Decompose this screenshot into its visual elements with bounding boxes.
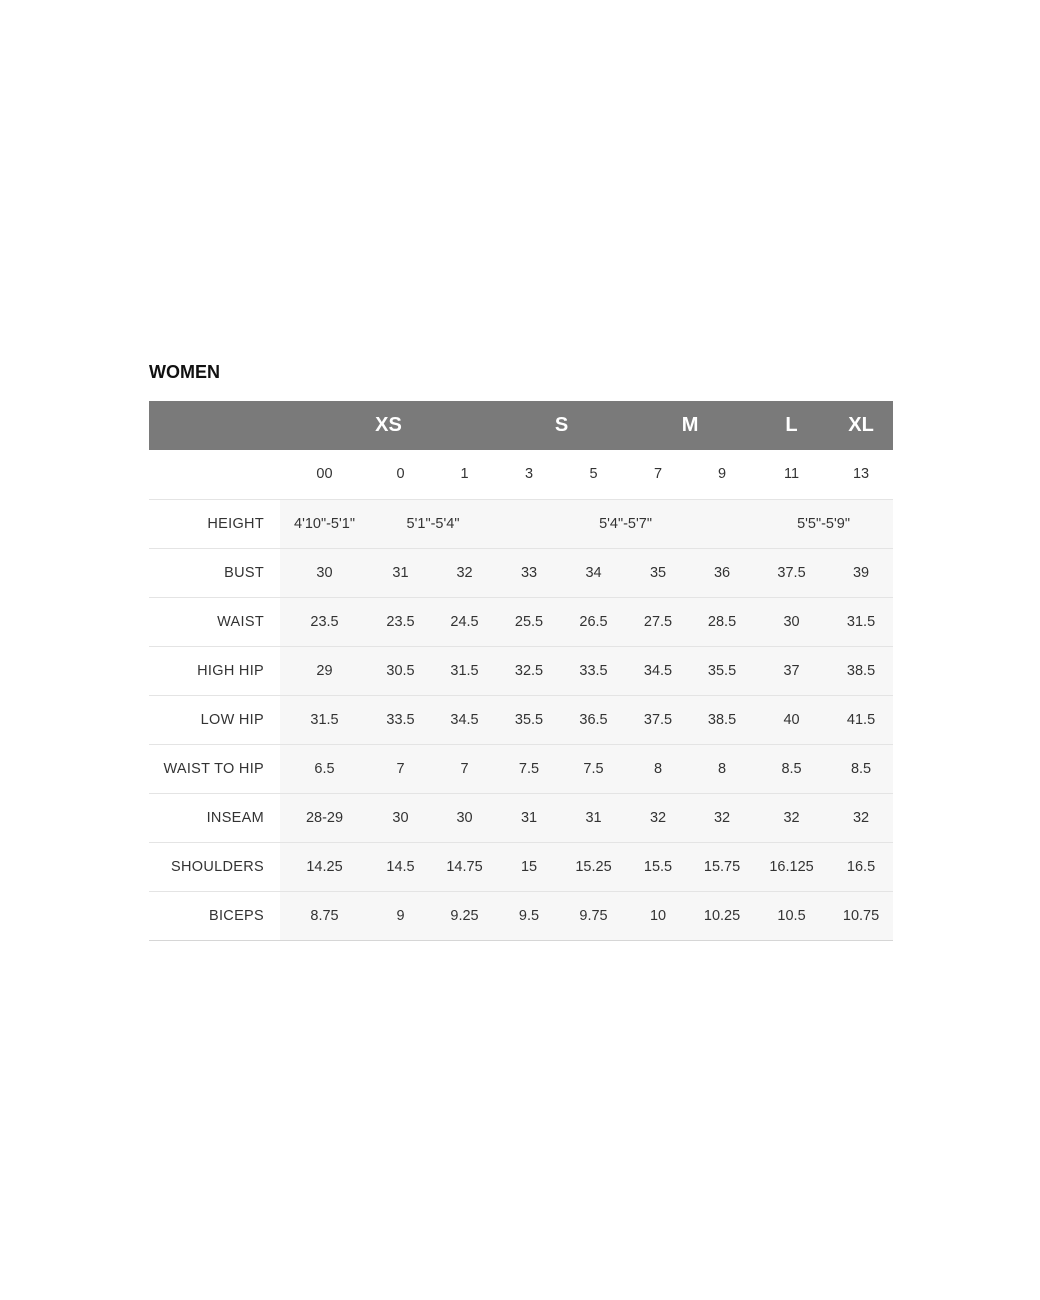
- measurement-cell: 6.5: [280, 744, 369, 793]
- measurement-cell: 30: [369, 793, 432, 842]
- measurement-cell: 31: [369, 548, 432, 597]
- size-number-cell: 0: [369, 450, 432, 499]
- measurement-cell: 16.125: [754, 842, 829, 891]
- measurement-cell: 35.5: [690, 646, 754, 695]
- measurement-cell: 7: [369, 744, 432, 793]
- measurement-cell: 36: [690, 548, 754, 597]
- size-number-cell: 00: [280, 450, 369, 499]
- measurement-cell: 24.5: [432, 597, 497, 646]
- measurement-cell: 23.5: [280, 597, 369, 646]
- size-number-cell: 13: [829, 450, 893, 499]
- measurement-cell: 38.5: [690, 695, 754, 744]
- size-group-header-row: [149, 401, 893, 450]
- measurement-cell: 33.5: [561, 646, 626, 695]
- row-label: INSEAM: [149, 793, 280, 842]
- section-title: WOMEN: [149, 362, 220, 382]
- measurement-cell: 8.5: [754, 744, 829, 793]
- size-group-l: L: [785, 414, 798, 436]
- measurement-cell: 30: [432, 793, 497, 842]
- measurement-cell: 40: [754, 695, 829, 744]
- table-row-biceps: [149, 891, 893, 940]
- measurement-cell: 31.5: [432, 646, 497, 695]
- size-number-row: [149, 450, 893, 499]
- measurement-cell: 38.5: [829, 646, 893, 695]
- measurement-cell: 32.5: [497, 646, 561, 695]
- measurement-cell: 7.5: [497, 744, 561, 793]
- measurement-cell: 35.5: [497, 695, 561, 744]
- measurement-cell: 26.5: [561, 597, 626, 646]
- measurement-cell: 8: [626, 744, 690, 793]
- measurement-cell: 9.75: [561, 891, 626, 940]
- measurement-cell: 33: [497, 548, 561, 597]
- table-row-waist-to-hip: [149, 744, 893, 793]
- measurement-cell: 35: [626, 548, 690, 597]
- measurement-cell: 30: [754, 597, 829, 646]
- row-label: HEIGHT: [149, 499, 280, 548]
- size-group-xl: XL: [848, 414, 874, 436]
- measurement-cell: 32: [754, 793, 829, 842]
- measurement-cell: 10: [626, 891, 690, 940]
- measurement-cell: 29: [280, 646, 369, 695]
- row-label: WAIST TO HIP: [149, 744, 280, 793]
- table-row-bust: [149, 548, 893, 597]
- table-row-height: [149, 499, 893, 548]
- measurement-cell: 32: [626, 793, 690, 842]
- measurement-cell: 15.5: [626, 842, 690, 891]
- measurement-cell: 31.5: [829, 597, 893, 646]
- row-label: LOW HIP: [149, 695, 280, 744]
- height-range-cell: 5'4"-5'7": [497, 499, 754, 548]
- measurement-cell: 7.5: [561, 744, 626, 793]
- row-label-empty: [149, 450, 280, 499]
- measurement-cell: 16.5: [829, 842, 893, 891]
- measurement-cell: 10.75: [829, 891, 893, 940]
- table-row-shoulders: [149, 842, 893, 891]
- measurement-cell: 8.75: [280, 891, 369, 940]
- row-label: BUST: [149, 548, 280, 597]
- size-number-cell: 9: [690, 450, 754, 499]
- measurement-cell: 32: [690, 793, 754, 842]
- table-row-waist: [149, 597, 893, 646]
- measurement-cell: 14.5: [369, 842, 432, 891]
- measurement-cell: 10.5: [754, 891, 829, 940]
- row-label: WAIST: [149, 597, 280, 646]
- row-label: BICEPS: [149, 891, 280, 940]
- measurement-cell: 9.25: [432, 891, 497, 940]
- size-number-cell: 5: [561, 450, 626, 499]
- size-number-cell: 11: [754, 450, 829, 499]
- measurement-cell: 34: [561, 548, 626, 597]
- measurement-cell: 15.75: [690, 842, 754, 891]
- size-group-xs: XS: [375, 414, 402, 436]
- measurement-cell: 33.5: [369, 695, 432, 744]
- measurement-cell: 23.5: [369, 597, 432, 646]
- measurement-cell: 34.5: [432, 695, 497, 744]
- size-number-cell: 3: [497, 450, 561, 499]
- measurement-cell: 15.25: [561, 842, 626, 891]
- measurement-cell: 36.5: [561, 695, 626, 744]
- measurement-cell: 15: [497, 842, 561, 891]
- table-row-high-hip: [149, 646, 893, 695]
- measurement-cell: 41.5: [829, 695, 893, 744]
- measurement-cell: 9: [369, 891, 432, 940]
- measurement-cell: 39: [829, 548, 893, 597]
- measurement-cell: 32: [829, 793, 893, 842]
- measurement-cell: 37: [754, 646, 829, 695]
- height-range-cell: 5'5"-5'9": [754, 499, 893, 548]
- measurement-cell: 30.5: [369, 646, 432, 695]
- measurement-cell: 8.5: [829, 744, 893, 793]
- height-range-cell: 5'1"-5'4": [369, 499, 497, 548]
- measurement-cell: 37.5: [626, 695, 690, 744]
- measurement-cell: 31: [497, 793, 561, 842]
- measurement-cell: 31: [561, 793, 626, 842]
- measurement-cell: 28-29: [280, 793, 369, 842]
- size-number-cell: 1: [432, 450, 497, 499]
- size-group-s: S: [554, 414, 569, 436]
- height-range-cell: 4'10"-5'1": [280, 499, 369, 548]
- measurement-cell: 14.25: [280, 842, 369, 891]
- measurement-cell: 28.5: [690, 597, 754, 646]
- measurement-cell: 25.5: [497, 597, 561, 646]
- size-chart-table: [149, 401, 893, 941]
- measurement-cell: 8: [690, 744, 754, 793]
- measurement-cell: 37.5: [754, 548, 829, 597]
- measurement-cell: 14.75: [432, 842, 497, 891]
- size-number-cell: 7: [626, 450, 690, 499]
- measurement-cell: 27.5: [626, 597, 690, 646]
- measurement-cell: 30: [280, 548, 369, 597]
- size-group-m: M: [681, 414, 699, 436]
- header-corner-cell: [149, 401, 280, 450]
- measurement-cell: 9.5: [497, 891, 561, 940]
- measurement-cell: 32: [432, 548, 497, 597]
- row-label: HIGH HIP: [149, 646, 280, 695]
- table-row-low-hip: [149, 695, 893, 744]
- measurement-cell: 34.5: [626, 646, 690, 695]
- measurement-cell: 31.5: [280, 695, 369, 744]
- table-row-inseam: [149, 793, 893, 842]
- row-label: SHOULDERS: [149, 842, 280, 891]
- measurement-cell: 7: [432, 744, 497, 793]
- measurement-cell: 10.25: [690, 891, 754, 940]
